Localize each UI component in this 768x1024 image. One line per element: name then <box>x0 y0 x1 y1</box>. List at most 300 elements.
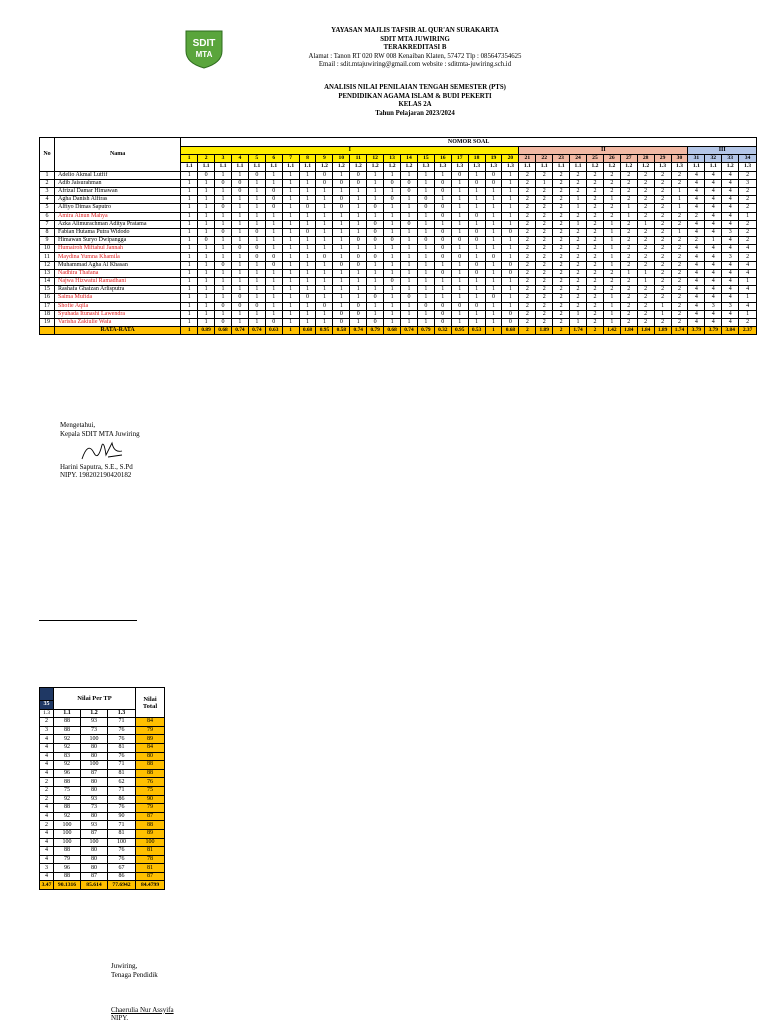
tp-row <box>40 795 165 804</box>
score-cell: 1 <box>299 310 316 318</box>
score-cell: 4 <box>705 187 722 195</box>
student-name: Amira Ainun Mahya <box>55 212 181 220</box>
score-cell: 1 <box>181 179 198 187</box>
score-cell: 4 <box>705 204 722 212</box>
tp-cell: 73 <box>81 804 108 813</box>
avg-cell: 0.68 <box>384 327 401 335</box>
score-cell: 0 <box>316 253 333 261</box>
avg-cell: 0.32 <box>434 327 451 335</box>
score-cell: 2 <box>519 278 536 286</box>
score-cell: 1 <box>215 187 232 195</box>
question-number: 7 <box>282 155 299 163</box>
table-row <box>40 196 757 204</box>
score-cell: 2 <box>739 237 757 245</box>
score-cell: 2 <box>620 220 637 228</box>
score-cell: 1 <box>485 269 502 277</box>
question-number: 1 <box>181 155 198 163</box>
head-no: No <box>40 138 55 172</box>
score-cell: 1 <box>350 212 367 220</box>
table-row <box>40 261 757 269</box>
score-cell: 2 <box>570 187 587 195</box>
score-cell: 2 <box>739 253 757 261</box>
tp-total: 100 <box>136 838 165 847</box>
score-cell: 0 <box>198 171 215 179</box>
tp-total: 79 <box>136 726 165 735</box>
score-cell: 1 <box>215 253 232 261</box>
score-cell: 2 <box>519 237 536 245</box>
score-cell: 2 <box>570 171 587 179</box>
score-cell: 2 <box>553 187 570 195</box>
score-cell: 0 <box>316 171 333 179</box>
score-cell: 0 <box>502 261 519 269</box>
score-cell: 1 <box>265 269 282 277</box>
score-cell: 0 <box>265 196 282 204</box>
tp-total: 75 <box>136 786 165 795</box>
score-cell: 2 <box>586 196 603 204</box>
tp-code: 1.2 <box>384 163 401 171</box>
score-cell: 1 <box>265 179 282 187</box>
tp-code: 1.2 <box>586 163 603 171</box>
score-cell: 1 <box>620 269 637 277</box>
student-name: Shofie Aqila <box>55 302 181 310</box>
score-cell: 1 <box>299 261 316 269</box>
tp-total: 84 <box>136 718 165 727</box>
score-cell: 1 <box>401 237 418 245</box>
score-cell: 4 <box>688 294 705 302</box>
tp-cell: 100 <box>81 761 108 770</box>
table-row <box>40 310 757 318</box>
score-cell: 1 <box>181 286 198 294</box>
question-number: 29 <box>654 155 671 163</box>
score-cell: 0 <box>231 294 248 302</box>
avg-cell: 0.74 <box>248 327 265 335</box>
avg-cell: 1.84 <box>620 327 637 335</box>
score-cell: 1 <box>316 228 333 236</box>
score-cell: 2 <box>519 179 536 187</box>
score-cell: 1 <box>401 261 418 269</box>
avg-cell: 2 <box>519 327 536 335</box>
score-cell: 1 <box>468 187 485 195</box>
score-cell: 1 <box>282 187 299 195</box>
score-cell: 1 <box>350 245 367 253</box>
score-cell: 1 <box>485 302 502 310</box>
tp-code: 1.1 <box>536 163 553 171</box>
score-cell: 0 <box>299 204 316 212</box>
score-cell: 1 <box>384 245 401 253</box>
score-cell: 4 <box>722 310 739 318</box>
score-cell: 1 <box>333 220 350 228</box>
score-cell: 2 <box>671 171 688 179</box>
score-cell: 1 <box>502 278 519 286</box>
score-cell: 1 <box>367 286 384 294</box>
tp-cell: 2 <box>40 795 54 804</box>
score-cell: 0 <box>468 261 485 269</box>
score-cell: 1 <box>384 286 401 294</box>
score-cell: 1 <box>282 204 299 212</box>
score-cell: 2 <box>688 237 705 245</box>
score-cell: 2 <box>553 310 570 318</box>
score-cell: 2 <box>570 286 587 294</box>
score-cell: 1 <box>451 196 468 204</box>
score-cell: 2 <box>570 294 587 302</box>
score-cell: 2 <box>637 204 654 212</box>
score-cell: 2 <box>570 302 587 310</box>
student-no: 10 <box>40 245 55 253</box>
student-no: 6 <box>40 212 55 220</box>
avg-cell: 0.89 <box>198 327 215 335</box>
question-number: 24 <box>570 155 587 163</box>
score-cell: 1 <box>333 212 350 220</box>
score-cell: 2 <box>570 278 587 286</box>
score-cell: 2 <box>654 261 671 269</box>
score-cell: 1 <box>248 196 265 204</box>
tp-cell: 76 <box>108 726 136 735</box>
question-number: 18 <box>468 155 485 163</box>
score-cell: 2 <box>671 294 688 302</box>
score-cell: 2 <box>637 237 654 245</box>
tp-code: 1.3 <box>654 163 671 171</box>
score-cell: 1 <box>265 171 282 179</box>
score-cell: 2 <box>536 187 553 195</box>
score-cell: 2 <box>553 245 570 253</box>
score-cell: 4 <box>688 318 705 326</box>
score-cell: 1 <box>299 237 316 245</box>
score-cell: 0 <box>417 196 434 204</box>
score-cell: 2 <box>654 220 671 228</box>
tp-cell: 88 <box>54 804 81 813</box>
tp-code: 1.1 <box>181 163 198 171</box>
score-cell: 0 <box>434 245 451 253</box>
score-cell: 1 <box>417 286 434 294</box>
score-cell: 1 <box>181 278 198 286</box>
tp-cell: 88 <box>54 778 81 787</box>
score-cell: 0 <box>350 171 367 179</box>
tp-row <box>40 761 165 770</box>
score-cell: 2 <box>553 171 570 179</box>
report-title <box>250 84 580 118</box>
score-cell: 1 <box>333 228 350 236</box>
head-nama: Nama <box>55 138 181 172</box>
score-cell: 1 <box>536 179 553 187</box>
score-cell: 2 <box>637 171 654 179</box>
school-name: SDIT MTA JUWIRING <box>380 35 450 43</box>
score-cell: 1 <box>468 318 485 326</box>
score-cell: 0 <box>333 261 350 269</box>
tp-cell: 71 <box>108 718 136 727</box>
avg-cell: 1.89 <box>536 327 553 335</box>
tp-code: 1.3 <box>502 163 519 171</box>
score-cell: 1 <box>316 204 333 212</box>
sig-right-1: Juwiring, <box>111 962 138 970</box>
student-name: Varisha Zakiulie Wafa <box>55 318 181 326</box>
score-cell: 1 <box>316 212 333 220</box>
score-cell: 4 <box>722 318 739 326</box>
tp-cell: 100 <box>54 838 81 847</box>
score-cell: 1 <box>198 310 215 318</box>
score-cell: 0 <box>417 204 434 212</box>
score-cell: 2 <box>637 187 654 195</box>
score-cell: 2 <box>536 253 553 261</box>
student-name: Adib Jaisurahman <box>55 179 181 187</box>
score-cell: 1 <box>603 310 620 318</box>
tp-average: 77.6942 <box>108 881 136 890</box>
tp-code: 1.1 <box>299 163 316 171</box>
score-cell: 2 <box>570 245 587 253</box>
score-cell: 2 <box>536 171 553 179</box>
score-cell: 1 <box>215 245 232 253</box>
score-cell: 1 <box>198 228 215 236</box>
question-number: 2 <box>198 155 215 163</box>
score-cell: 0 <box>434 228 451 236</box>
score-cell: 2 <box>654 212 671 220</box>
tp-code: 1.1 <box>198 163 215 171</box>
score-cell: 2 <box>536 204 553 212</box>
score-cell: 0 <box>198 237 215 245</box>
analysis-table <box>39 137 757 335</box>
tp-code: 1.1 <box>705 163 722 171</box>
score-cell: 2 <box>637 196 654 204</box>
tp-cell: 4 <box>40 804 54 813</box>
logo-text-bottom: MTA <box>195 50 213 59</box>
score-cell: 1 <box>333 269 350 277</box>
score-cell: 1 <box>248 187 265 195</box>
tp-cell: 3 <box>40 726 54 735</box>
accreditation: TERAKREDITASI B <box>383 44 447 51</box>
tp-cell: 100 <box>81 735 108 744</box>
score-cell: 1 <box>367 261 384 269</box>
average-row <box>40 327 757 335</box>
score-cell: 2 <box>553 286 570 294</box>
score-cell: 2 <box>603 187 620 195</box>
tp-cell: 73 <box>81 726 108 735</box>
score-cell: 4 <box>705 245 722 253</box>
score-cell: 2 <box>553 179 570 187</box>
score-cell: 1 <box>485 278 502 286</box>
score-cell: 2 <box>739 204 757 212</box>
question-number: 3 <box>215 155 232 163</box>
student-no: 13 <box>40 269 55 277</box>
score-cell: 1 <box>299 269 316 277</box>
score-cell: 1 <box>181 253 198 261</box>
tp-total: 84 <box>136 743 165 752</box>
avg-cell: 0.58 <box>333 327 350 335</box>
student-no: 3 <box>40 187 55 195</box>
score-cell: 1 <box>350 269 367 277</box>
score-cell: 1 <box>384 171 401 179</box>
score-cell: 2 <box>620 294 637 302</box>
score-cell: 1 <box>181 245 198 253</box>
score-cell: 1 <box>485 286 502 294</box>
score-cell: 1 <box>367 278 384 286</box>
score-cell: 1 <box>231 253 248 261</box>
student-no: 19 <box>40 318 55 326</box>
question-number: 33 <box>722 155 739 163</box>
question-number: 28 <box>637 155 654 163</box>
tp-cell: 92 <box>54 761 81 770</box>
score-cell: 2 <box>654 196 671 204</box>
tp-cell: 93 <box>81 821 108 830</box>
score-cell: 0 <box>248 253 265 261</box>
score-cell: 1 <box>485 237 502 245</box>
score-cell: 0 <box>367 294 384 302</box>
score-cell: 1 <box>231 286 248 294</box>
score-cell: 4 <box>722 294 739 302</box>
score-cell: 2 <box>671 212 688 220</box>
tp-total: 89 <box>136 829 165 838</box>
score-cell: 1 <box>451 318 468 326</box>
foundation-name: YAYASAN MAJLIS TAFSIR AL QUR'AN SURAKARTA <box>331 27 499 34</box>
score-cell: 1 <box>265 228 282 236</box>
score-cell: 1 <box>401 245 418 253</box>
score-cell: 0 <box>434 302 451 310</box>
tp-cell: 4 <box>40 829 54 838</box>
address: Alamat : Tanon RT 020 RW 008 Kenaiban Klaten, 57472 Tlp : 085647354625 <box>308 52 522 60</box>
school-logo <box>183 27 225 69</box>
tp-row <box>40 726 165 735</box>
score-cell: 2 <box>603 179 620 187</box>
tp-row <box>40 769 165 778</box>
question-number: 8 <box>299 155 316 163</box>
score-cell: 1 <box>231 204 248 212</box>
score-cell: 1 <box>468 253 485 261</box>
score-cell: 2 <box>739 220 757 228</box>
score-cell: 1 <box>198 286 215 294</box>
avg-cell: 2 <box>586 327 603 335</box>
table-row <box>40 294 757 302</box>
avg-cell: 1 <box>181 327 198 335</box>
score-cell: 0 <box>502 228 519 236</box>
tp-total: 80 <box>136 752 165 761</box>
tp-cell: 87 <box>81 829 108 838</box>
score-cell: 2 <box>620 302 637 310</box>
score-cell: 1 <box>282 294 299 302</box>
score-cell: 4 <box>705 310 722 318</box>
score-cell: 1 <box>248 220 265 228</box>
student-no: 14 <box>40 278 55 286</box>
score-cell: 1 <box>350 294 367 302</box>
score-cell: 1 <box>468 171 485 179</box>
tp-cell: 96 <box>54 769 81 778</box>
score-cell: 1 <box>434 171 451 179</box>
score-cell: 1 <box>248 269 265 277</box>
score-cell: 0 <box>485 171 502 179</box>
score-cell: 2 <box>620 310 637 318</box>
score-cell: 1 <box>401 286 418 294</box>
score-cell: 0 <box>215 302 232 310</box>
score-cell: 2 <box>586 310 603 318</box>
score-cell: 0 <box>384 237 401 245</box>
student-name: Adelio Akmal Lutfif <box>55 171 181 179</box>
score-cell: 1 <box>265 278 282 286</box>
score-cell: 1 <box>502 212 519 220</box>
tp-code: 1.2 <box>620 163 637 171</box>
tp-cell: 93 <box>81 718 108 727</box>
score-cell: 2 <box>739 318 757 326</box>
tp-row <box>40 786 165 795</box>
score-cell: 1 <box>451 269 468 277</box>
score-cell: 2 <box>586 253 603 261</box>
score-cell: 1 <box>417 179 434 187</box>
tp-cell: 80 <box>81 743 108 752</box>
score-cell: 0 <box>434 253 451 261</box>
score-cell: 2 <box>739 187 757 195</box>
score-cell: 1 <box>570 196 587 204</box>
score-cell: 1 <box>350 228 367 236</box>
score-cell: 1 <box>198 253 215 261</box>
score-cell: 2 <box>519 253 536 261</box>
score-cell: 1 <box>739 212 757 220</box>
score-cell: 1 <box>299 278 316 286</box>
score-cell: 0 <box>333 196 350 204</box>
score-cell: 2 <box>637 261 654 269</box>
score-cell: 0 <box>485 294 502 302</box>
score-cell: 4 <box>722 261 739 269</box>
score-cell: 2 <box>553 253 570 261</box>
score-cell: 4 <box>722 179 739 187</box>
score-cell: 0 <box>485 179 502 187</box>
score-cell: 4 <box>705 196 722 204</box>
score-cell: 2 <box>586 318 603 326</box>
score-cell: 4 <box>688 220 705 228</box>
score-cell: 1 <box>620 212 637 220</box>
score-cell: 1 <box>350 196 367 204</box>
score-cell: 1 <box>502 187 519 195</box>
score-cell: 1 <box>215 196 232 204</box>
score-cell: 1 <box>282 179 299 187</box>
score-cell: 1 <box>181 228 198 236</box>
score-cell: 3 <box>722 302 739 310</box>
score-cell: 0 <box>451 237 468 245</box>
score-cell: 0 <box>468 228 485 236</box>
score-cell: 2 <box>519 196 536 204</box>
tp-cell: 4 <box>40 743 54 752</box>
avg-cell: 0.79 <box>417 327 434 335</box>
score-cell: 1 <box>485 220 502 228</box>
score-cell: 0 <box>215 179 232 187</box>
tp-row <box>40 829 165 838</box>
score-cell: 1 <box>603 220 620 228</box>
score-cell: 2 <box>519 286 536 294</box>
score-cell: 0 <box>417 302 434 310</box>
score-cell: 2 <box>519 212 536 220</box>
score-cell: 0 <box>231 179 248 187</box>
question-number: 30 <box>671 155 688 163</box>
tp-code: 1.2 <box>603 163 620 171</box>
score-cell: 2 <box>536 269 553 277</box>
tp-label-13: 1.3 <box>108 709 136 718</box>
score-cell: 0 <box>367 253 384 261</box>
score-cell: 1 <box>384 269 401 277</box>
tp-row <box>40 752 165 761</box>
tp-cell: 81 <box>108 769 136 778</box>
score-cell: 0 <box>248 245 265 253</box>
student-no: 16 <box>40 294 55 302</box>
score-cell: 1 <box>215 212 232 220</box>
score-cell: 2 <box>671 220 688 228</box>
score-cell: 2 <box>536 220 553 228</box>
score-cell: 4 <box>705 179 722 187</box>
tp-average: 85.614 <box>81 881 108 890</box>
tp-head-corner <box>40 688 54 701</box>
score-cell: 2 <box>620 245 637 253</box>
score-cell: 0 <box>248 171 265 179</box>
score-cell: 1 <box>181 302 198 310</box>
tp-cell: 80 <box>81 752 108 761</box>
tp-cell: 2 <box>40 786 54 795</box>
score-cell: 1 <box>181 237 198 245</box>
avg-cell: 0.63 <box>265 327 282 335</box>
score-cell: 1 <box>367 212 384 220</box>
